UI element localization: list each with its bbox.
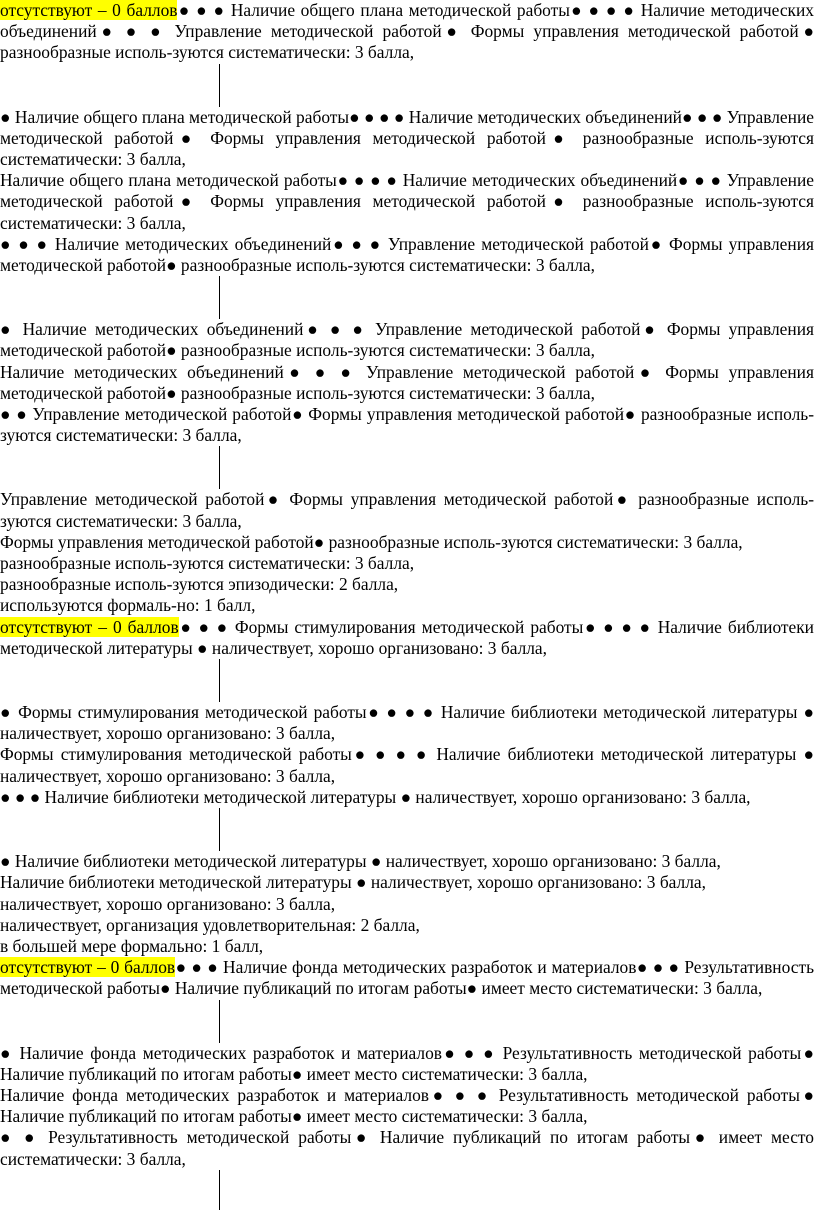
paragraph-text: ● ● ● Наличие общего плана методической работы● ● ● ● Наличие методических объединений● ● ● Управление методической работой● Формы управления методической работой● разнообразные исполь-зуются систематически: 3 балла,	[0, 0, 814, 63]
paragraph-11	[0, 574, 814, 595]
paragraph-1	[0, 0, 814, 64]
paragraph-16	[0, 787, 814, 808]
paragraph-4	[0, 234, 814, 276]
vertical-rule	[219, 276, 220, 319]
paragraph-10	[0, 553, 814, 574]
paragraph-21	[0, 936, 814, 957]
paragraph-text: ● Наличие библиотеки методической литературы ● наличествует, хорошо организовано: 3 балла,	[0, 851, 721, 872]
paragraph-15	[0, 744, 814, 786]
separator-gap	[0, 808, 814, 851]
vertical-rule	[219, 808, 220, 851]
paragraph-text: Наличие библиотеки методической литературы ● наличествует, хорошо организовано: 3 балла,	[0, 872, 706, 893]
paragraph-text: ● Формы стимулирования методической работы● ● ● ● Наличие библиотеки методической литературы ● наличествует, хорошо организовано: 3 балла,	[0, 702, 814, 744]
separator-gap	[0, 446, 814, 489]
paragraph-25	[0, 1127, 814, 1169]
paragraph-12	[0, 595, 814, 616]
vertical-rule	[219, 446, 220, 489]
paragraph-text: Управление методической работой● Формы управления методической работой● разнообразные исполь-зуются систематически: 3 балла,	[0, 489, 814, 531]
separator-gap	[0, 276, 814, 319]
paragraph-24	[0, 1085, 814, 1127]
paragraph-5	[0, 319, 814, 361]
highlight-absent-0-points: отсутствуют – 0 баллов	[0, 957, 176, 978]
paragraph-text: Формы управления методической работой● разнообразные исполь-зуются систематически: 3 балла,	[0, 531, 743, 552]
vertical-rule	[219, 1000, 220, 1043]
paragraph-17	[0, 851, 814, 872]
paragraph-23	[0, 1043, 814, 1085]
paragraph-text: наличествует, организация удовлетворительная: 2 балла,	[0, 914, 420, 935]
paragraph-6	[0, 362, 814, 404]
paragraph-text: Формы стимулирования методической работы● ● ● ● Наличие библиотеки методической литературы ● наличествует, хорошо организовано: 3 балла,	[0, 744, 814, 786]
paragraph-9	[0, 532, 814, 553]
paragraph-text: Наличие общего плана методической работы● ● ● ● Наличие методических объединений● ● ● Управление методической работой● Формы управления методической работой● разнообразные исполь-зуются систематически: 3 балла,	[0, 170, 814, 233]
paragraph-text: ● ● Управление методической работой● Формы управления методической работой● разнообразные исполь-зуются систематически: 3 балла,	[0, 404, 814, 446]
paragraph-text: ● ● ● Наличие фонда методических разработок и материалов● ● ● Результативность методической работы● Наличие публикаций по итогам работы● имеет место систематически: 3 балла,	[0, 957, 814, 999]
paragraph-2	[0, 107, 814, 171]
paragraph-text: ● ● ● Формы стимулирования методической работы● ● ● ● Наличие библиотеки методической литературы ● наличествует, хорошо организовано: 3 балла,	[0, 616, 814, 658]
paragraph-text: ● ● ● Наличие библиотеки методической литературы ● наличествует, хорошо организовано: 3 балла,	[0, 786, 751, 807]
paragraph-3	[0, 170, 814, 234]
paragraph-text: Наличие методических объединений● ● ● Управление методической работой● Формы управления методической работой● разнообразные исполь-зуются систематически: 3 балла,	[0, 361, 814, 403]
highlight-absent-0-points: отсутствуют – 0 баллов	[0, 0, 178, 20]
paragraph-19	[0, 894, 814, 915]
paragraph-14	[0, 702, 814, 744]
paragraph-20	[0, 915, 814, 936]
paragraph-7	[0, 404, 814, 446]
paragraph-text: разнообразные исполь-зуются эпизодически: 2 балла,	[0, 574, 399, 595]
paragraph-text: разнообразные исполь-зуются систематически: 3 балла,	[0, 553, 415, 574]
paragraph-text: ● Наличие общего плана методической работы● ● ● ● Наличие методических объединений● ● ● Управление методической работой● Формы управления методической работой● разнообразные исполь-зуются систематически: 3 балла,	[0, 106, 814, 170]
paragraph-text: в большей мере формально: 1 балл,	[0, 935, 264, 956]
highlight-absent-0-points: отсутствуют – 0 баллов	[0, 616, 179, 637]
separator-gap	[0, 64, 814, 107]
paragraph-text: ● ● ● Наличие методических объединений● ● ● Управление методической работой● Формы управления методической работой● разнообразные исполь-зуются систематически: 3 балла,	[0, 233, 814, 276]
separator-gap	[0, 659, 814, 702]
separator-gap	[0, 1000, 814, 1043]
paragraph-8	[0, 489, 814, 531]
vertical-rule	[219, 64, 220, 107]
paragraph-text: ● ● Результативность методической работы● Наличие публикаций по итогам работы● имеет место систематически: 3 балла,	[0, 1127, 814, 1169]
paragraph-text: используются формаль-но: 1 балл,	[0, 595, 256, 616]
paragraph-text: наличествует, хорошо организовано: 3 балла,	[0, 893, 336, 914]
separator-gap	[0, 1170, 814, 1210]
vertical-rule	[219, 1170, 220, 1210]
paragraph-18	[0, 872, 814, 893]
paragraph-13	[0, 617, 814, 659]
paragraph-text: ● Наличие фонда методических разработок и материалов● ● ● Результативность методической работы● Наличие публикаций по итогам работы● имеет место систематически: 3 балла,	[0, 1042, 814, 1084]
vertical-rule	[219, 659, 220, 702]
paragraph-text: ● Наличие методических объединений● ● ● Управление методической работой● Формы управления методической работой● разнообразные исполь-зуются систематически: 3 балла,	[0, 319, 814, 361]
paragraph-text: Наличие фонда методических разработок и материалов● ● ● Результативность методической работы● Наличие публикаций по итогам работы● имеет место систематически: 3 балла,	[0, 1084, 814, 1127]
paragraph-22	[0, 957, 814, 999]
